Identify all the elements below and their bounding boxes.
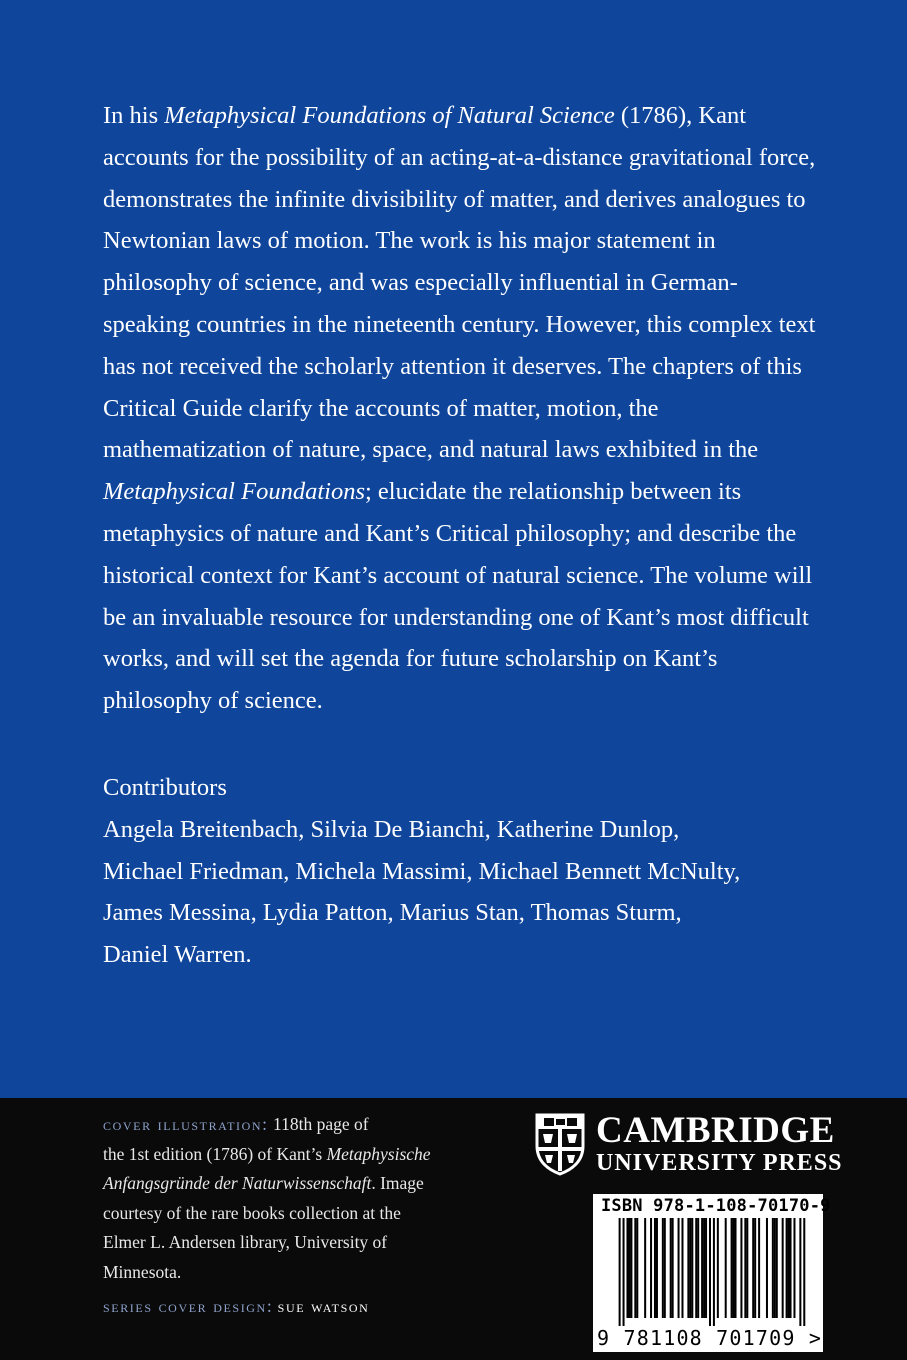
- barcode-bar: [774, 1218, 776, 1318]
- barcode-bar: [725, 1218, 727, 1318]
- credit-line: [103, 1228, 463, 1258]
- barcode-bar: [630, 1218, 632, 1318]
- barcode-bar: [701, 1218, 703, 1318]
- barcode-bars: [597, 1218, 819, 1326]
- credit-line: [103, 1199, 463, 1229]
- barcode-bar: [793, 1218, 795, 1318]
- barcode-bar: [782, 1218, 784, 1318]
- barcode-bar: [752, 1218, 754, 1318]
- barcode-bar: [644, 1218, 646, 1318]
- barcode-bar: [772, 1218, 774, 1318]
- credit-line: [103, 1258, 463, 1288]
- back-cover-footer: [0, 1098, 907, 1360]
- barcode-bar: [788, 1218, 790, 1318]
- credit-text: the 1st edition (1786) of Kant’s: [103, 1143, 327, 1164]
- cover-illustration-label: cover illustration:: [103, 1114, 269, 1134]
- credit-line: [103, 1110, 463, 1140]
- barcode-bar: [650, 1218, 652, 1318]
- barcode-bar: [654, 1218, 656, 1318]
- barcode-bar: [731, 1218, 733, 1318]
- barcode-bar: [697, 1218, 699, 1318]
- barcode-bar: [678, 1218, 680, 1318]
- university-shield-icon: [534, 1112, 586, 1176]
- contributors-line: Daniel Warren.: [103, 941, 252, 969]
- credit-line: [103, 1169, 463, 1199]
- barcode-bar: [662, 1218, 664, 1318]
- isbn-label: ISBN 978-1-108-70170-9: [601, 1196, 831, 1216]
- series-design-label: series cover design:: [103, 1296, 274, 1316]
- barcode-bar: [786, 1218, 788, 1318]
- contributors-line: James Messina, Lydia Patton, Marius Stan, Thomas Sturm,: [103, 899, 682, 927]
- barcode-bar: [689, 1218, 691, 1318]
- contributors-line: Michael Friedman, Michela Massimi, Michael Bennett McNulty,: [103, 857, 741, 885]
- barcode-bar: [758, 1218, 760, 1318]
- barcode-bar: [740, 1218, 742, 1318]
- credit-text: . Image: [371, 1173, 424, 1194]
- barcode-bar: [626, 1218, 628, 1318]
- credit-text: 118th page of: [268, 1114, 369, 1134]
- barcode-bar: [746, 1218, 748, 1318]
- barcode-digits: 9 781108 701709 >: [597, 1326, 823, 1350]
- series-designer-name: sue watson: [277, 1296, 370, 1316]
- barcode-bar: [695, 1218, 697, 1318]
- contributors-heading: Contributors: [103, 774, 227, 801]
- isbn-barcode: [593, 1194, 831, 1352]
- barcode-bar: [754, 1218, 756, 1318]
- barcode-bar: [681, 1218, 683, 1318]
- barcode-bar: [691, 1218, 693, 1318]
- contributors-section: [103, 767, 823, 976]
- barcode-bar: [733, 1218, 735, 1318]
- blurb-title-italic: Metaphysical Foundations: [103, 478, 365, 506]
- blurb-text: In his: [103, 102, 165, 129]
- barcode-bar: [672, 1218, 674, 1318]
- credit-italic-title: Metaphysische: [326, 1143, 431, 1164]
- blurb-text: ; elucidate the relationship between its metaphysics of nature and Kant’s Critical philosophy; and describe the historical context for Kant’s account of natural science. The volume will be an invaluable resource for understanding one of Kant’s most difficult works, and will set the agenda for future scholarship on Kant’s philosophy of science.: [103, 478, 813, 715]
- barcode-bar: [776, 1218, 778, 1318]
- barcode-bar: [790, 1218, 792, 1318]
- book-description: [103, 95, 823, 722]
- barcode-bar: [623, 1218, 625, 1326]
- barcode-bar: [803, 1218, 805, 1326]
- barcode-bar: [634, 1218, 636, 1318]
- barcode-bar: [670, 1218, 672, 1318]
- barcode-bar: [705, 1218, 707, 1318]
- barcode-bar: [713, 1218, 715, 1326]
- series-cover-design-credit: [103, 1296, 369, 1317]
- blurb-title-italic: Metaphysical Foundations of Natural Science: [164, 102, 615, 129]
- publisher-name: CAMBRIDGE: [596, 1110, 835, 1151]
- barcode-bar: [656, 1218, 658, 1318]
- barcode-bar: [709, 1218, 711, 1326]
- credit-line: [103, 1140, 463, 1170]
- cover-illustration-credit: [103, 1110, 463, 1288]
- publisher-subname: UNIVERSITY PRESS: [596, 1150, 843, 1176]
- contributors-line: Angela Breitenbach, Silvia De Bianchi, Katherine Dunlop,: [103, 815, 680, 843]
- blurb-text: (1786), Kant accounts for the possibility of an acting-at-a-distance gravitational force, demonstrates the infinite divisibility of matter, and derives analogues to Newtonian laws of motion. The work is his major statement in philosophy of science, and was especially influential in German-speaking countries in the nineteenth century. However, this complex text has not received the scholarly attention it deserves. The chapters of this Critical Guide clarify the accounts of matter, motion, the mathematization of nature, space, and natural laws exhibited in the: [103, 102, 816, 464]
- barcode-bar: [744, 1218, 746, 1318]
- credit-text: courtesy of the rare books collection at the: [103, 1202, 401, 1223]
- barcode-bar: [703, 1218, 705, 1318]
- barcode-bar: [619, 1218, 621, 1326]
- barcode-bar: [799, 1218, 801, 1326]
- credit-italic-title: Anfangsgründe der Naturwissenschaft: [103, 1173, 372, 1194]
- publisher-logo: [532, 1110, 843, 1178]
- credit-text: Minnesota.: [103, 1261, 182, 1282]
- barcode-bar: [735, 1218, 737, 1318]
- barcode-bar: [636, 1218, 638, 1318]
- barcode-bar: [717, 1218, 719, 1318]
- barcode-bar: [664, 1218, 666, 1318]
- barcode-bar: [687, 1218, 689, 1318]
- credit-text: Elmer L. Andersen library, University of: [103, 1232, 388, 1253]
- barcode-bar: [766, 1218, 768, 1318]
- barcode-bar: [628, 1218, 630, 1318]
